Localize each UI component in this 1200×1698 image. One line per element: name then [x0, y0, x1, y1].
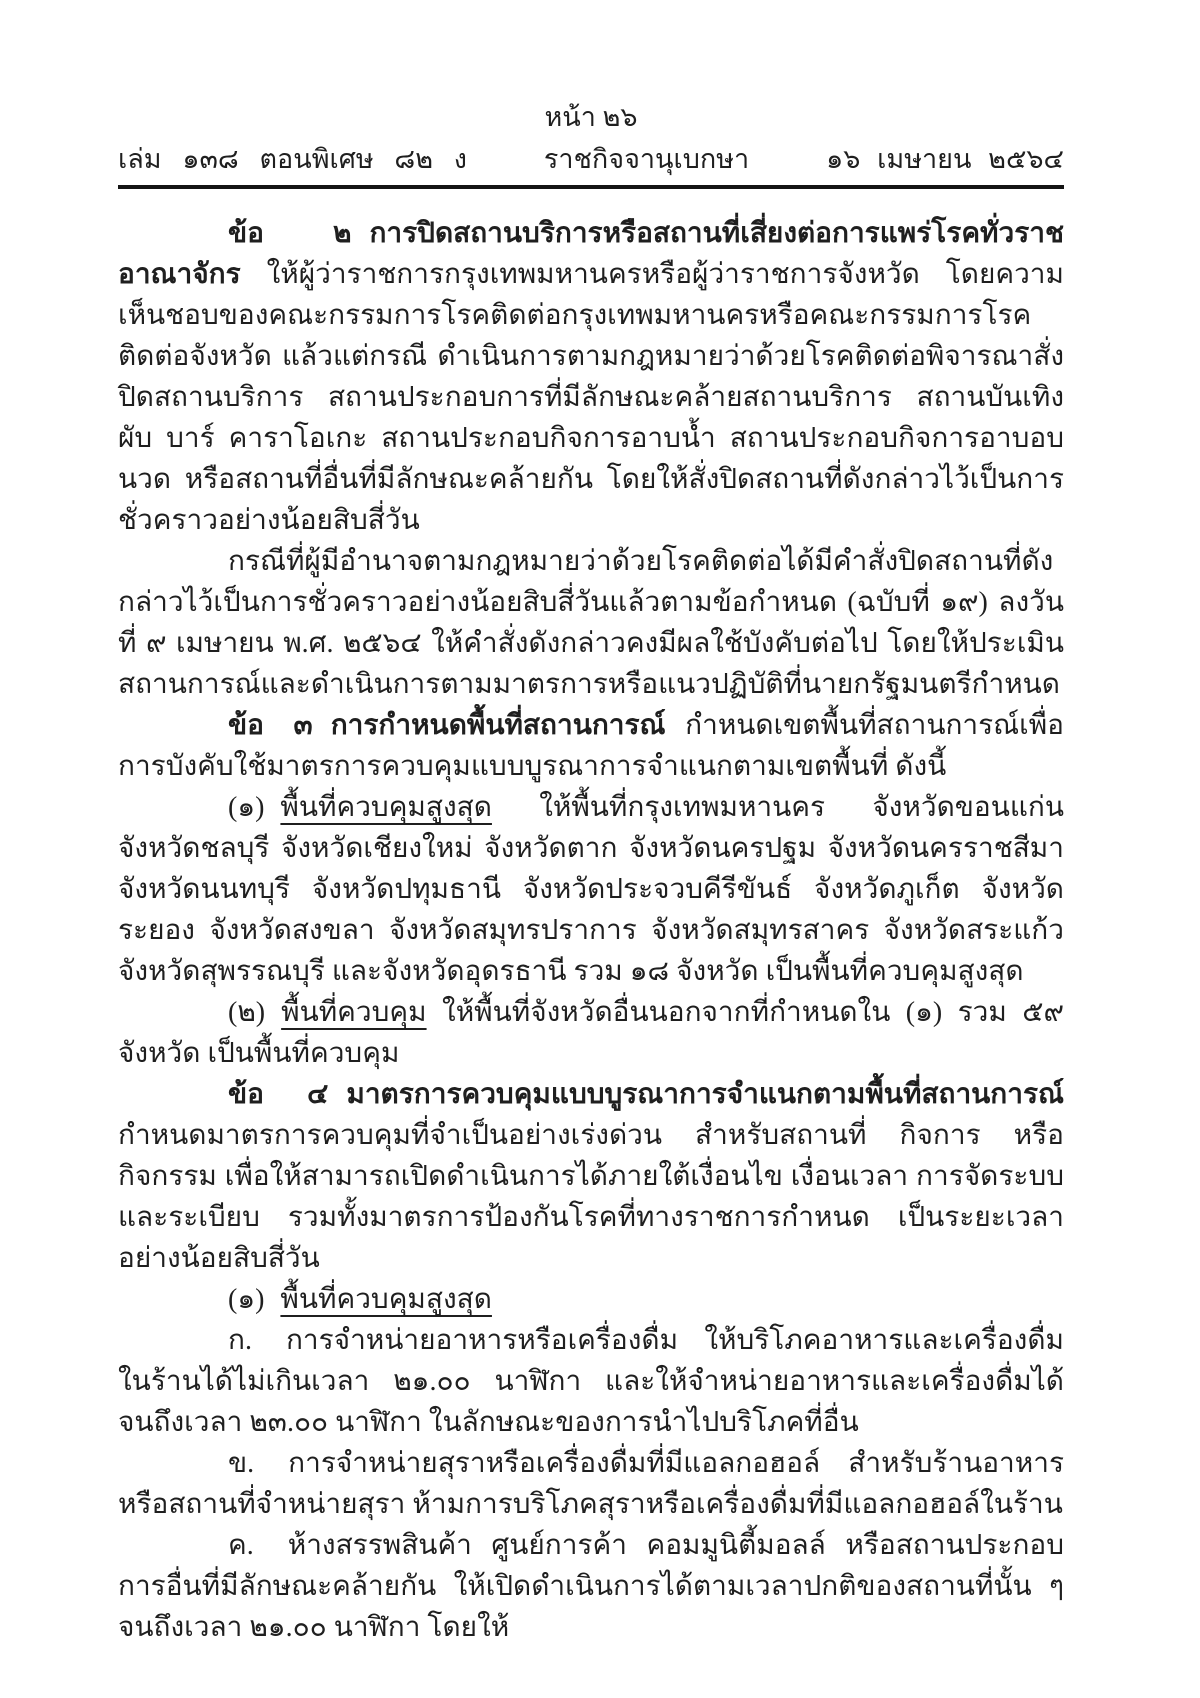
item-a-label: ก. — [228, 1325, 252, 1356]
clause-4-number: ข้อ ๔ — [228, 1079, 329, 1110]
clause-4-text: กำหนดมาตรการควบคุมที่จำเป็นอย่างเร่งด่วน สำหรับสถานที่ กิจการ หรือกิจกรรม เพื่อให้สามารถเปิดดำเนินการได้ภายใต้เงื่อนไข เงื่อนเวลา การจัดระบบและระเบียบ รวมทั้งมาตรการป้องกันโรคที่ทางราชการกำหนด เป็นระยะเวลาอย่างน้อยสิบสี่วัน — [118, 1120, 1064, 1274]
zone-1-number: (๑) — [228, 792, 265, 823]
document-body — [118, 213, 1064, 1648]
clause-2-number: ข้อ ๒ — [228, 218, 352, 249]
clause-3-paragraph — [118, 705, 1064, 787]
zone-2-text: ให้พื้นที่จังหวัดอื่นนอกจากที่กำหนดใน (๑) รวม ๕๙ จังหวัด เป็นพื้นที่ควบคุม — [118, 997, 1065, 1069]
area-1-term: พื้นที่ควบคุมสูงสุด — [280, 1284, 492, 1315]
item-a-paragraph — [118, 1320, 1064, 1443]
masthead-divider — [118, 185, 1064, 189]
item-b-label: ข. — [228, 1448, 255, 1479]
clause-2-paragraph-2 — [118, 541, 1064, 705]
zone-2-term: พื้นที่ควบคุม — [281, 997, 427, 1028]
item-a-text: การจำหน่ายอาหารหรือเครื่องดื่ม ให้บริโภคอาหารและเครื่องดื่มในร้านได้ไม่เกินเวลา ๒๑.๐๐ นาฬิกา และให้จำหน่ายอาหารและเครื่องดื่มได้จนถึงเวลา ๒๓.๐๐ นาฬิกา ในลักษณะของการนำไปบริโภคที่อื่น — [118, 1325, 1064, 1438]
issue-date: ๑๖ เมษายน ๒๕๖๔ — [826, 144, 1064, 174]
gazette-title: ราชกิจจานุเบกษา — [543, 144, 750, 174]
clause-4-heading: มาตรการควบคุมแบบบูรณาการจำแนกตามพื้นที่สถานการณ์ — [346, 1079, 1064, 1110]
clause-2-paragraph — [118, 213, 1064, 541]
volume-issue-label: เล่ม ๑๓๘ ตอนพิเศษ ๘๒ ง — [118, 144, 467, 174]
item-b-text: การจำหน่ายสุราหรือเครื่องดื่มที่มีแอลกอฮอล์ สำหรับร้านอาหารหรือสถานที่จำหน่ายสุรา ห้ามการบริโภคสุราหรือเครื่องดื่มที่มีแอลกอฮอล์ในร้าน — [118, 1448, 1064, 1520]
clause-2-paragraph-2-text: กรณีที่ผู้มีอำนาจตามกฎหมายว่าด้วยโรคติดต่อได้มีคำสั่งปิดสถานที่ดังกล่าวไว้เป็นการชั่วคราวอย่างน้อยสิบสี่วันแล้วตามข้อกำหนด (ฉบับที่ ๑๙) ลงวันที่ ๙ เมษายน พ.ศ. ๒๕๖๔ ให้คำสั่งดังกล่าวคงมีผลใช้บังคับต่อไป โดยให้ประเมินสถานการณ์และดำเนินการตามมาตรการหรือแนวปฏิบัติที่นายกรัฐมนตรีกำหนด — [118, 546, 1064, 700]
area-1-paragraph — [118, 1279, 1064, 1320]
zone-1-term: พื้นที่ควบคุมสูงสุด — [280, 792, 492, 823]
item-c-text: ห้างสรรพสินค้า ศูนย์การค้า คอมมูนิตี้มอลล์ หรือสถานประกอบการอื่นที่มีลักษณะคล้ายกัน ให้เปิดดำเนินการได้ตามเวลาปกติของสถานที่นั้น ๆ จนถึงเวลา ๒๑.๐๐ นาฬิกา โดยให้ — [118, 1530, 1064, 1643]
clause-4-paragraph — [118, 1074, 1064, 1279]
clause-3-number: ข้อ ๓ — [228, 710, 313, 741]
clause-2-heading: การปิดสถานบริการหรือสถานที่เสี่ยงต่อการแพร่โรคทั่วราชอาณาจักร — [118, 218, 1064, 290]
zone-2-number: (๒) — [228, 997, 266, 1028]
zone-2-paragraph — [118, 992, 1064, 1074]
zone-1-text: ให้พื้นที่กรุงเทพมหานคร จังหวัดขอนแก่น จังหวัดชลบุรี จังหวัดเชียงใหม่ จังหวัดตาก จังหวัดนครปฐม จังหวัดนครราชสีมา จังหวัดนนทบุรี จังหวัดปทุมธานี จังหวัดประจวบคีรีขันธ์ จังหวัดภูเก็ต จังหวัดระยอง จังหวัดสงขลา จังหวัดสมุทรปราการ จังหวัดสมุทรสาคร จังหวัดสระแก้ว จังหวัดสุพรรณบุรี และจังหวัดอุดรธานี รวม ๑๘ จังหวัด เป็นพื้นที่ควบคุมสูงสุด — [118, 792, 1064, 987]
clause-3-heading: การกำหนดพื้นที่สถานการณ์ — [330, 710, 666, 741]
item-c-label: ค. — [228, 1530, 254, 1561]
zone-1-paragraph — [118, 787, 1064, 992]
page-number: หน้า ๒๖ — [544, 102, 638, 132]
item-c-paragraph — [118, 1525, 1064, 1648]
area-1-number: (๑) — [228, 1284, 265, 1315]
clause-3-text: กำหนดเขตพื้นที่สถานการณ์เพื่อการบังคับใช้มาตรการควบคุมแบบบูรณาการจำแนกตามเขตพื้นที่ ดังนี้ — [118, 710, 1064, 782]
clause-2-text: ให้ผู้ว่าราชการกรุงเทพมหานครหรือผู้ว่าราชการจังหวัด โดยความเห็นชอบของคณะกรรมการโรคติดต่อกรุงเทพมหานครหรือคณะกรรมการโรคติดต่อจังหวัด แล้วแต่กรณี ดำเนินการตามกฎหมายว่าด้วยโรคติดต่อพิจารณาสั่งปิดสถานบริการ สถานประกอบการที่มีลักษณะคล้ายสถานบริการ สถานบันเทิง ผับ บาร์ คาราโอเกะ สถานประกอบกิจการอาบน้ำ สถานประกอบกิจการอาบอบนวด หรือสถานที่อื่นที่มีลักษณะคล้ายกัน โดยให้สั่งปิดสถานที่ดังกล่าวไว้เป็นการชั่วคราวอย่างน้อยสิบสี่วัน — [118, 259, 1064, 536]
item-b-paragraph — [118, 1443, 1064, 1525]
page-content — [118, 0, 1064, 1648]
masthead — [118, 142, 1064, 185]
